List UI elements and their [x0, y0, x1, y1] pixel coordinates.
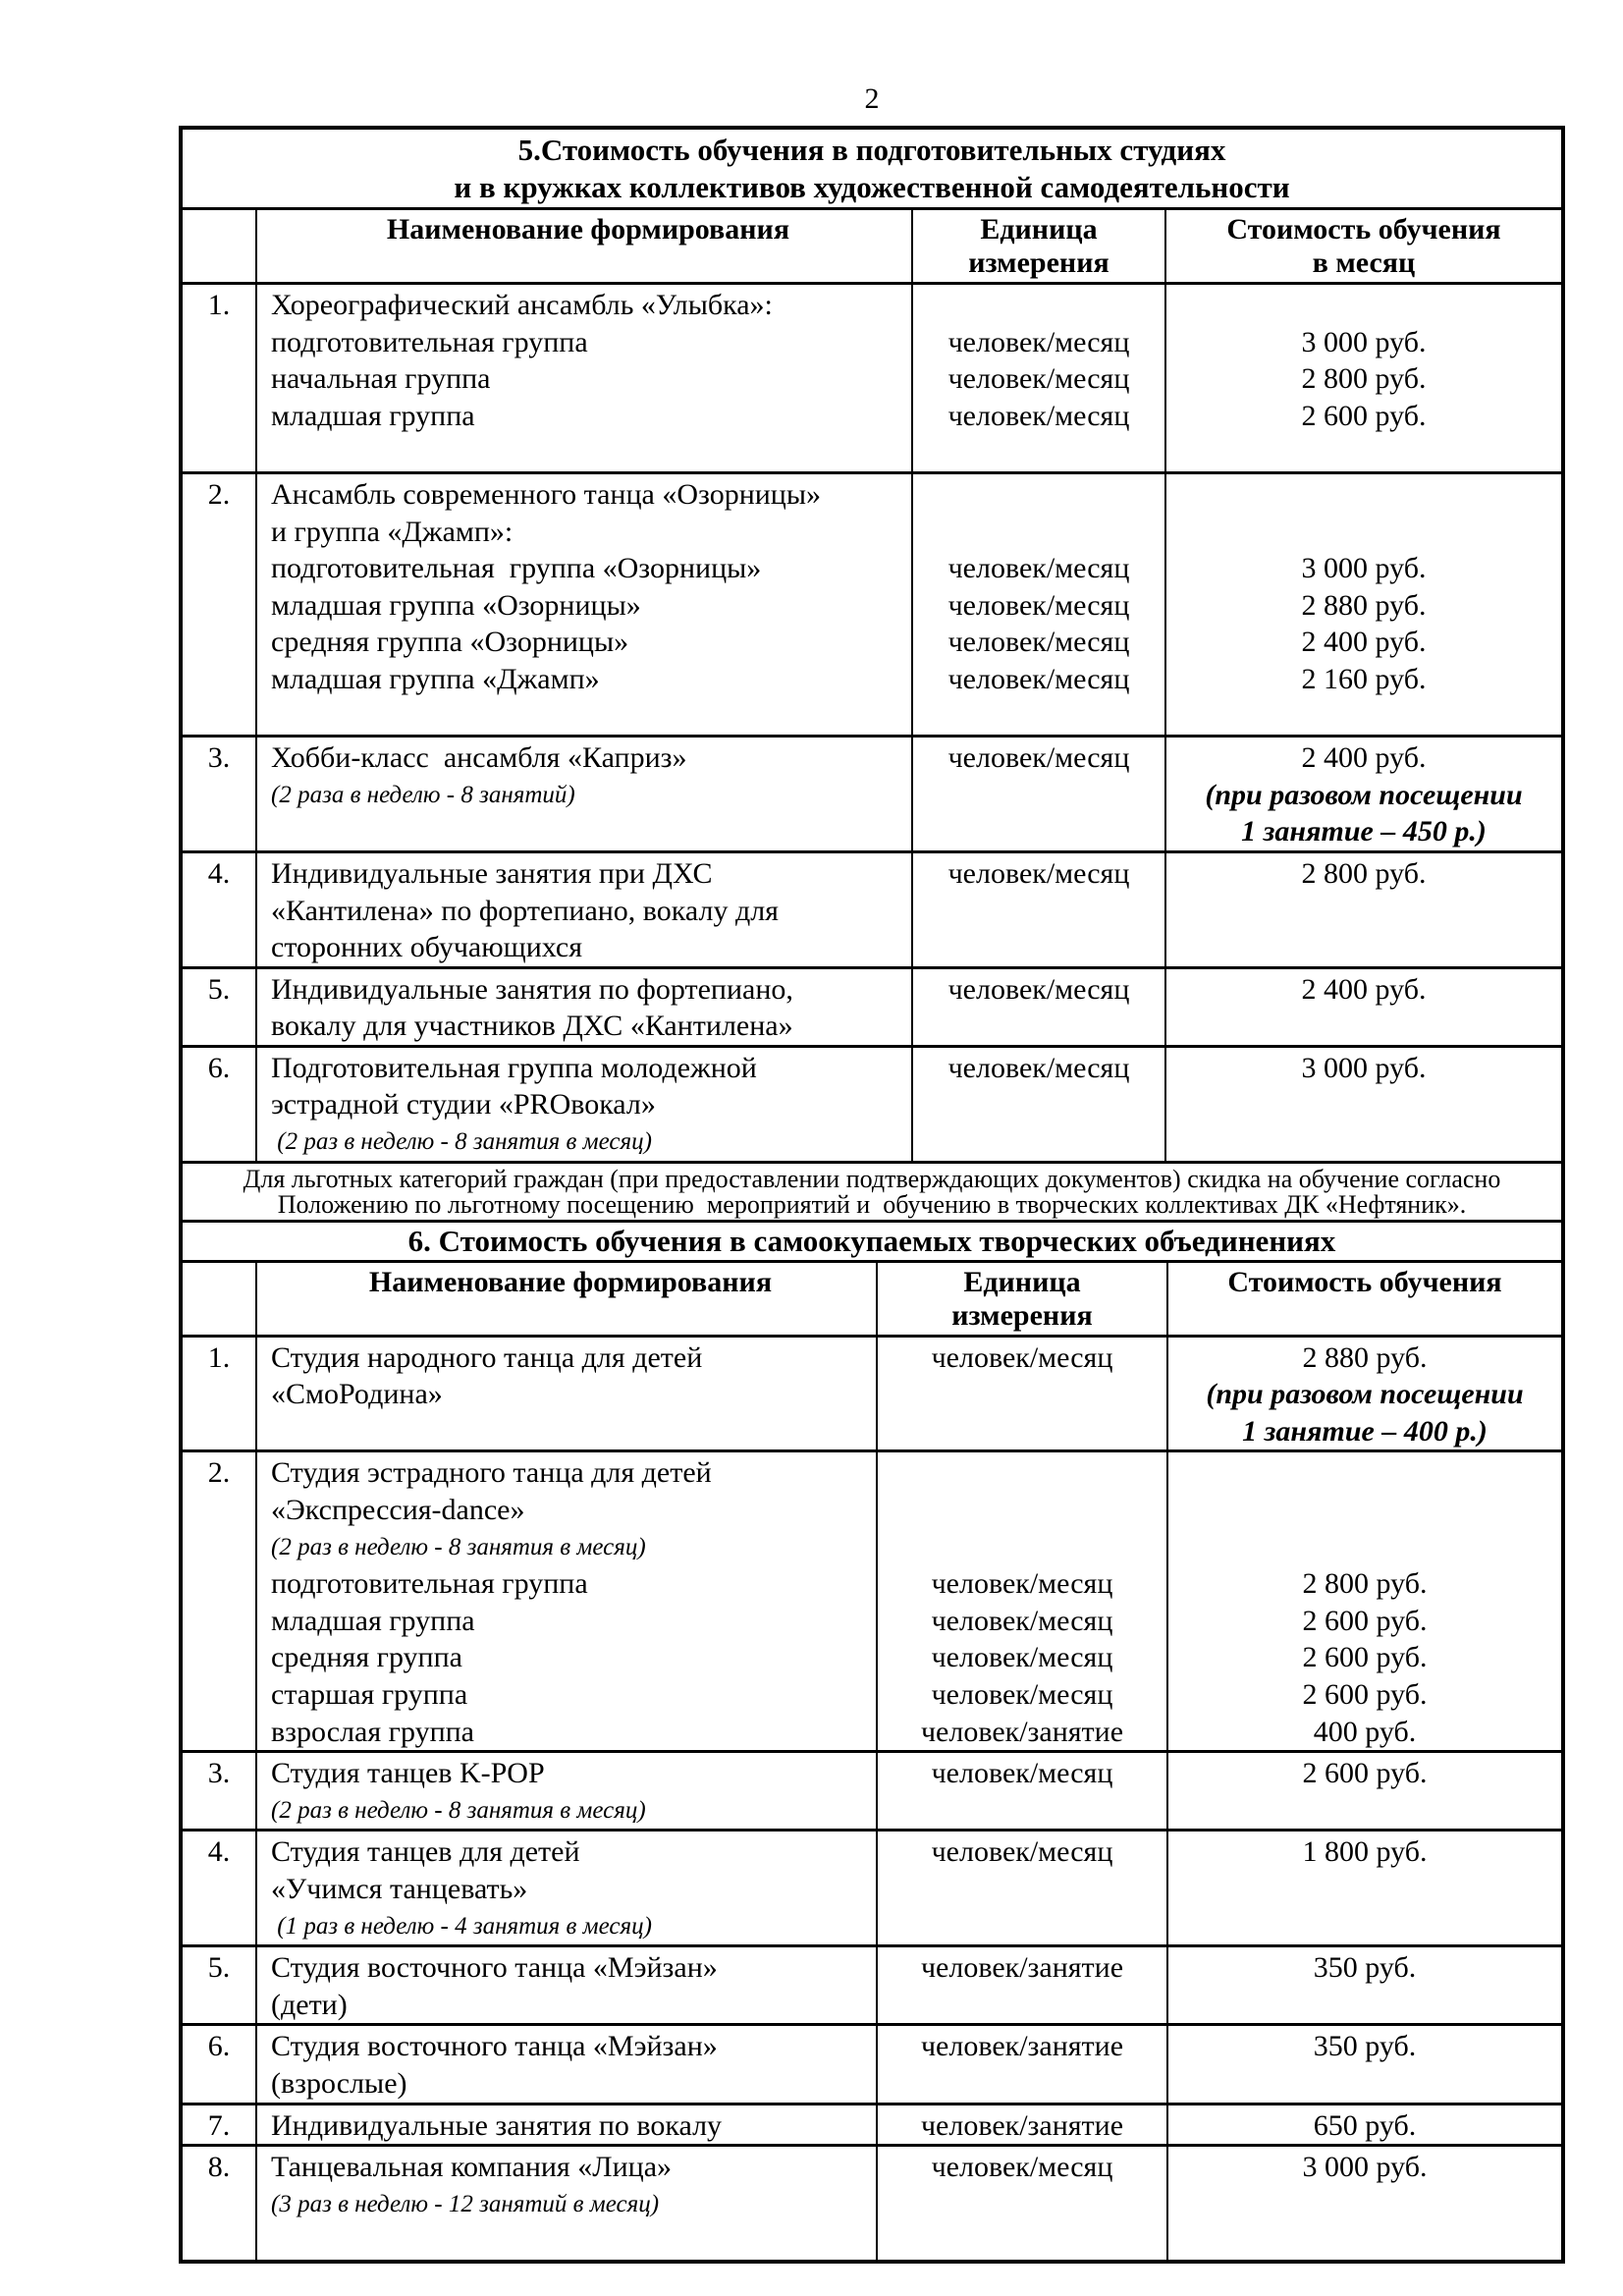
cell-line: [878, 1454, 1166, 1492]
cell-line: 2 160 руб.: [1301, 662, 1427, 695]
cell-line: [1168, 1492, 1561, 1529]
cell-line: подготовительная группа: [271, 1567, 588, 1601]
cell-line: Ансамбль современного танца «Озорницы»: [271, 477, 822, 511]
cell-line: 350 руб.: [1313, 1951, 1417, 1985]
section5-title-row: [183, 130, 1561, 207]
cell-line: человек/месяц: [931, 1757, 1113, 1790]
cell-line: [271, 2222, 870, 2260]
table-row: [183, 1449, 1561, 1750]
row-number-cell: [183, 2026, 255, 2102]
cell-line: человек/месяц: [947, 662, 1130, 695]
cost-cell: [1166, 2026, 1561, 2102]
unit-of-measure-cell: [911, 285, 1164, 471]
cell-line: 650 руб.: [1313, 2108, 1417, 2142]
cell-line: 400 руб.: [1313, 1715, 1417, 1748]
section6-title-row: [183, 1220, 1561, 1260]
table-row: [183, 2144, 1561, 2260]
cell-line: Хореографический ансамбль «Улыбка»:: [271, 289, 773, 321]
cell-line: Хобби-класс ансамбля «Каприз»: [271, 741, 687, 775]
table-row: [183, 282, 1561, 471]
header-cost-label-line2: в месяц: [1312, 246, 1416, 279]
header-cost-cell: [1164, 210, 1561, 282]
row-number-cell: [183, 2105, 255, 2145]
cell-line: [913, 476, 1164, 514]
row-number-cell: [183, 853, 255, 966]
cell-line: подготовительная группа «Озорницы»: [271, 552, 762, 585]
header-cost-label-line1: Стоимость обучения: [1227, 1265, 1502, 1298]
cell-line: 1.: [207, 289, 231, 321]
cell-line: 2 600 руб.: [1302, 1641, 1428, 1674]
section5-title-line1: 5.Стоимость обучения в подготовительных студиях: [517, 133, 1226, 167]
page-number: 2: [864, 82, 880, 115]
unit-of-measure-cell: [876, 2105, 1166, 2145]
table-row: [183, 2023, 1561, 2102]
cost-cell: [1164, 285, 1561, 471]
cell-line: сторонних обучающихся: [271, 931, 583, 964]
cell-line: 6.: [207, 2030, 231, 2063]
cell-line: младшая группа «Джамп»: [271, 662, 600, 695]
cell-line: 3.: [207, 1757, 231, 1790]
cost-cell: [1166, 1947, 1561, 2023]
formation-name-cell: [255, 1452, 876, 1750]
cell-line: человек/месяц: [931, 1604, 1113, 1637]
cell-line: 2 800 руб.: [1302, 1567, 1428, 1601]
cell-line: 2 880 руб.: [1301, 588, 1427, 622]
cell-line: (2 раз в неделю - 8 занятия в месяц): [271, 1796, 646, 1824]
cell-line: (при разовом посещении: [1206, 1378, 1524, 1411]
table-row: [183, 1045, 1561, 1161]
cell-line: человек/занятие: [920, 2030, 1124, 2063]
cell-line: 3 000 руб.: [1301, 1051, 1427, 1084]
table-row: [183, 471, 1561, 735]
cell-line: начальная группа: [271, 362, 491, 396]
cell-line: Студия восточного танца «Мэйзан»: [271, 1951, 718, 1985]
unit-of-measure-cell: [911, 969, 1164, 1045]
cell-line: младшая группа: [271, 1604, 475, 1637]
unit-of-measure-cell: [876, 2026, 1166, 2102]
cell-line: 350 руб.: [1313, 2030, 1417, 2063]
cell-line: подготовительная группа: [271, 325, 588, 358]
cell-line: человек/месяц: [947, 325, 1130, 358]
cell-line: 2 600 руб.: [1302, 1757, 1428, 1790]
row-number-cell: [183, 1452, 255, 1750]
cell-line: Индивидуальные занятия по фортепиано,: [271, 972, 793, 1006]
discount-note-row: [183, 1161, 1561, 1220]
cell-line: 1 800 руб.: [1302, 1835, 1428, 1869]
cell-line: человек/месяц: [947, 588, 1130, 622]
cell-line: Студия восточного танца «Мэйзан»: [271, 2030, 718, 2063]
section6-header-row: [183, 1260, 1561, 1335]
cost-cell: [1164, 853, 1561, 966]
discount-note-line2: Положению по льготному посещению мероприятий и обучению в творческих коллективах ДК «Нефтяник».: [277, 1189, 1467, 1219]
cell-line: младшая группа: [271, 399, 475, 432]
header-formation-name-cell: [255, 1263, 876, 1335]
row-number-cell: [183, 738, 255, 850]
formation-name-cell: [255, 1831, 876, 1944]
cell-line: человек/месяц: [931, 1567, 1113, 1601]
row-number-cell: [183, 285, 255, 471]
formation-name-cell: [255, 969, 911, 1045]
cost-cell: [1164, 474, 1561, 735]
formation-name-cell: [255, 2105, 876, 2145]
header-formation-name-label: Наименование формирования: [386, 213, 790, 246]
table-row: [183, 735, 1561, 850]
cell-line: [271, 698, 905, 736]
cell-line: Танцевальная компания «Лица»: [271, 2151, 673, 2184]
cell-line: (1 раз в неделю - 4 занятия в месяц): [271, 1912, 652, 1940]
unit-of-measure-cell: [911, 1048, 1164, 1161]
row-number-cell: [183, 1947, 255, 2023]
cell-line: человек/месяц: [931, 2151, 1113, 2184]
section5-header-row: [183, 207, 1561, 282]
formation-name-cell: [255, 1947, 876, 2023]
cell-line: 2 400 руб.: [1301, 626, 1427, 659]
cell-line: (2 раз в неделю - 8 занятия в месяц): [271, 1533, 646, 1560]
formation-name-cell: [255, 1338, 876, 1450]
cell-line: человек/месяц: [947, 626, 1130, 659]
cost-cell: [1166, 1338, 1561, 1450]
cell-line: человек/месяц: [947, 972, 1130, 1006]
table-row: [183, 966, 1561, 1045]
unit-of-measure-cell: [911, 474, 1164, 735]
cost-cell: [1164, 969, 1561, 1045]
cell-line: 2 800 руб.: [1301, 856, 1427, 890]
cell-line: 3 000 руб.: [1302, 2151, 1428, 2184]
row-number-cell: [183, 1831, 255, 1944]
header-unit-cell: [876, 1263, 1166, 1335]
cell-line: 5.: [207, 972, 231, 1006]
cell-line: [913, 287, 1164, 324]
cell-line: и группа «Джамп»:: [271, 515, 514, 548]
unit-of-measure-cell: [911, 853, 1164, 966]
cell-line: человек/месяц: [931, 1678, 1113, 1711]
cell-line: 2 880 руб.: [1302, 1340, 1428, 1374]
unit-of-measure-cell: [876, 2147, 1166, 2260]
formation-name-cell: [255, 1048, 911, 1161]
cell-line: 7.: [207, 2108, 231, 2142]
cell-line: старшая группа: [271, 1678, 468, 1711]
cell-line: Индивидуальные занятия по вокалу: [271, 2108, 723, 2142]
formation-name-cell: [255, 2147, 876, 2260]
header-number-cell: [183, 1263, 255, 1335]
cell-line: 3 000 руб.: [1301, 552, 1427, 585]
cell-line: Студия танцев K-POP: [271, 1757, 545, 1790]
cost-cell: [1166, 1452, 1561, 1750]
cell-line: (2 раза в неделю - 8 занятий): [271, 781, 575, 808]
row-number-cell: [183, 1338, 255, 1450]
cell-line: 2 600 руб.: [1301, 399, 1427, 432]
table-row: [183, 1944, 1561, 2023]
cell-line: «Кантилена» по фортепиано, вокалу для: [271, 894, 779, 927]
cell-line: Индивидуальные занятия при ДХС: [271, 856, 713, 890]
formation-name-cell: [255, 738, 911, 850]
cell-line: [1166, 514, 1561, 551]
cell-line: человек/месяц: [931, 1340, 1113, 1374]
cell-line: (3 раз в неделю - 12 занятий в месяц): [271, 2190, 660, 2217]
cell-line: 4.: [207, 1835, 231, 1869]
cell-line: Студия эстрадного танца для детей: [271, 1456, 712, 1490]
cell-line: человек/месяц: [931, 1835, 1113, 1869]
cell-line: 3.: [207, 741, 231, 775]
header-unit-label-line2: измерения: [968, 246, 1109, 279]
row-number-cell: [183, 2147, 255, 2260]
cell-line: [878, 1492, 1166, 1529]
cell-line: человек/месяц: [947, 399, 1130, 432]
cell-line: [271, 434, 905, 471]
formation-name-cell: [255, 285, 911, 471]
cell-line: 2 600 руб.: [1302, 1604, 1428, 1637]
table-row: [183, 1335, 1561, 1450]
cell-line: 2.: [207, 477, 231, 511]
cost-cell: [1166, 1753, 1561, 1829]
cell-line: человек/месяц: [947, 552, 1130, 585]
unit-of-measure-cell: [876, 1753, 1166, 1829]
cell-line: 4.: [207, 856, 231, 890]
cell-line: Студия народного танца для детей: [271, 1340, 703, 1374]
row-number-cell: [183, 474, 255, 735]
cell-line: «СмоРодина»: [271, 1378, 443, 1411]
formation-name-cell: [255, 474, 911, 735]
cell-line: взрослая группа: [271, 1715, 474, 1748]
cell-line: человек/месяц: [947, 362, 1130, 396]
cell-line: средняя группа: [271, 1641, 462, 1674]
cost-cell: [1164, 1048, 1561, 1161]
cell-line: 2 800 руб.: [1301, 362, 1427, 396]
cell-line: 2 600 руб.: [1302, 1678, 1428, 1711]
cell-line: человек/месяц: [947, 1051, 1130, 1084]
header-unit-label-line1: Единица: [980, 213, 1098, 246]
section6-title: 6. Стоимость обучения в самоокупаемых творческих объединениях: [407, 1223, 1336, 1258]
cell-line: человек/занятие: [920, 1715, 1124, 1748]
cell-line: Студия танцев для детей: [271, 1835, 580, 1869]
formation-name-cell: [255, 2026, 876, 2102]
table-row: [183, 850, 1561, 966]
cell-line: 8.: [207, 2151, 231, 2184]
cell-line: 6.: [207, 1051, 231, 1084]
cell-line: человек/месяц: [931, 1641, 1113, 1674]
cell-line: человек/месяц: [947, 741, 1130, 775]
cell-line: [1166, 476, 1561, 514]
cell-line: (взрослые): [271, 2066, 407, 2100]
header-unit-label-line1: Единица: [963, 1265, 1081, 1298]
cell-line: эстрадной студии «PROвокал»: [271, 1088, 656, 1121]
header-cost-cell: [1166, 1263, 1561, 1335]
unit-of-measure-cell: [876, 1338, 1166, 1450]
cell-line: [1166, 287, 1561, 324]
cell-line: Подготовительная группа молодежной: [271, 1051, 757, 1084]
cost-cell: [1166, 2147, 1561, 2260]
row-number-cell: [183, 969, 255, 1045]
cell-line: [1168, 1529, 1561, 1566]
row-number-cell: [183, 1048, 255, 1161]
table-row: [183, 1829, 1561, 1944]
cost-cell: [1166, 1831, 1561, 1944]
cell-line: [878, 1529, 1166, 1566]
header-unit-cell: [911, 210, 1164, 282]
table-row: [183, 2103, 1561, 2145]
discount-note-line1: Для льготных категорий граждан (при предоставлении подтверждающих документов) скидка на обучение согласно: [243, 1164, 1501, 1193]
cell-line: человек/занятие: [920, 1951, 1124, 1985]
cell-line: 3 000 руб.: [1301, 325, 1427, 358]
cell-line: «Учимся танцевать»: [271, 1872, 528, 1905]
cell-line: (дети): [271, 1988, 348, 2021]
cell-line: вокалу для участников ДХС «Кантилена»: [271, 1010, 793, 1043]
section5-title-line2: и в кружках коллективов художественной самодеятельности: [454, 170, 1290, 204]
unit-of-measure-cell: [876, 1947, 1166, 2023]
cost-cell: [1166, 2105, 1561, 2145]
header-number-cell: [183, 210, 255, 282]
cell-line: «Экспрессия-dance»: [271, 1494, 525, 1527]
header-formation-name-label: Наименование формирования: [368, 1265, 773, 1298]
unit-of-measure-cell: [876, 1452, 1166, 1750]
cell-line: 1 занятие – 400 р.): [1242, 1414, 1488, 1448]
cell-line: 5.: [207, 1951, 231, 1985]
unit-of-measure-cell: [911, 738, 1164, 850]
cell-line: человек/месяц: [947, 856, 1130, 890]
cell-line: 2 400 руб.: [1301, 972, 1427, 1006]
cell-line: 2.: [207, 1456, 231, 1490]
cell-line: средняя группа «Озорницы»: [271, 626, 629, 659]
cell-line: младшая группа «Озорницы»: [271, 588, 641, 622]
cell-line: 1 занятие – 450 р.): [1241, 815, 1487, 848]
cell-line: [913, 514, 1164, 551]
formation-name-cell: [255, 1753, 876, 1829]
header-cost-label-line1: Стоимость обучения: [1226, 213, 1501, 246]
cell-line: [1168, 1454, 1561, 1492]
row-number-cell: [183, 1753, 255, 1829]
cell-line: (при разовом посещении: [1205, 778, 1523, 811]
cost-cell: [1164, 738, 1561, 850]
cell-line: человек/занятие: [920, 2108, 1124, 2142]
cell-line: (2 раз в неделю - 8 занятия в месяц): [271, 1128, 652, 1156]
table-row: [183, 1750, 1561, 1829]
header-formation-name-cell: [255, 210, 911, 282]
header-unit-label-line2: измерения: [951, 1298, 1093, 1332]
unit-of-measure-cell: [876, 1831, 1166, 1944]
cell-line: 2 400 руб.: [1301, 741, 1427, 775]
cell-line: 1.: [207, 1340, 231, 1374]
formation-name-cell: [255, 853, 911, 966]
tuition-price-table: [179, 126, 1565, 2264]
